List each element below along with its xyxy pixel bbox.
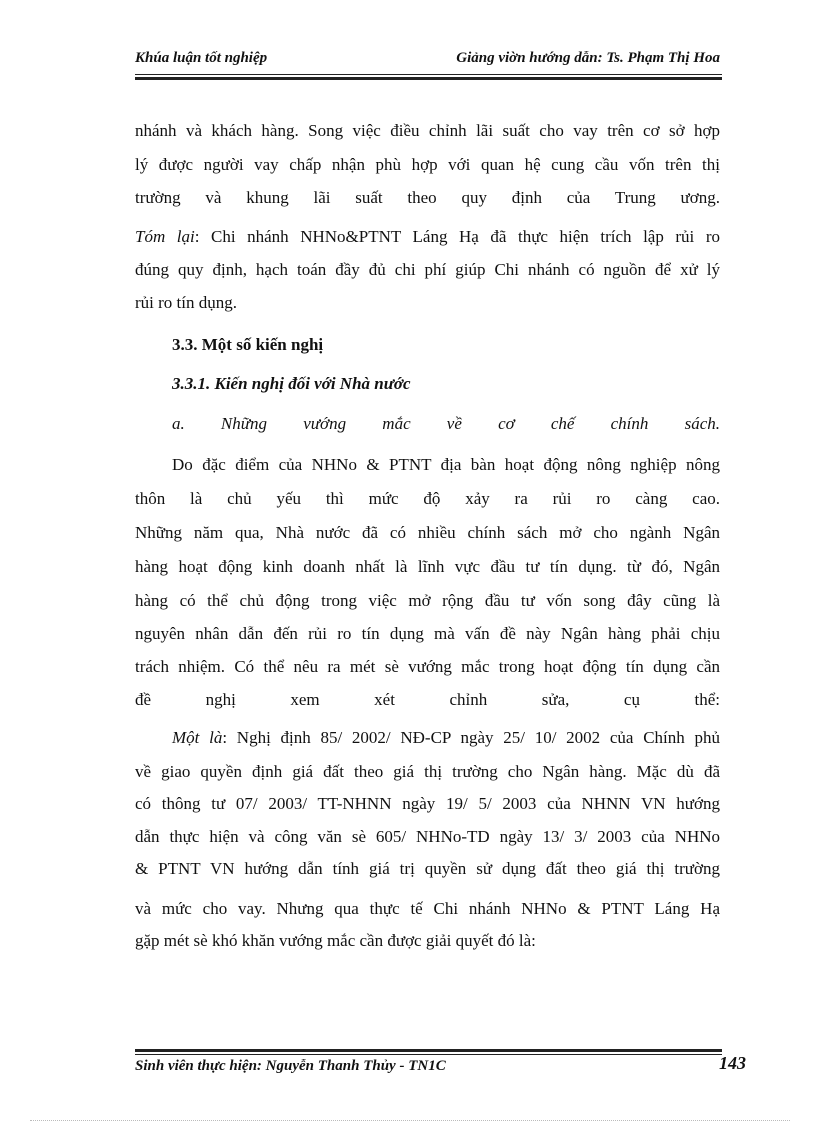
body-line: hàng có thể chủ động trong việc mở rộng đầu tư vốn song đây cũng là — [135, 591, 720, 610]
summary-text: : Chi nhánh NHNo&PTNT Láng Hạ đã thực hiện trích lập rủi ro — [194, 227, 720, 246]
page-number: 143 — [719, 1053, 746, 1073]
body-line: và mức cho vay. Nhưng qua thực tế Chi nhánh NHNo & PTNT Láng Hạ — [135, 899, 720, 918]
body-line: hàng hoạt động kinh doanh nhất là lĩnh vực đầu tư tín dụng. từ đó, Ngân — [135, 557, 720, 576]
body-line: & PTNT VN hướng dẫn tính giá trị quyền sử dụng đất theo giá thị trường — [135, 859, 720, 878]
footer-rule-thin — [135, 1054, 722, 1055]
header-rule-thick — [135, 77, 722, 80]
body-line — [172, 726, 720, 750]
body-line — [135, 225, 720, 249]
footer-rule-thick — [135, 1049, 722, 1052]
summary-label: Tóm lại — [135, 227, 195, 246]
page-header — [135, 46, 720, 72]
point-label: Một là — [172, 728, 223, 747]
body-line: gặp mét sè khó khăn vướng mắc cần được giải quyết đó là: — [135, 931, 536, 950]
body-line: Những năm qua, Nhà nước đã có nhiều chính sách mở cho ngành Ngân — [135, 523, 720, 542]
header-rule-thin — [135, 74, 722, 75]
body-line: về giao quyền định giá đất theo giá thị trường cho Ngân hàng. Mặc dù đã — [135, 762, 720, 781]
body-line: trách nhiệm. Có thể nêu ra mét sè vướng mắc trong hoạt động tín dụng cần — [135, 657, 720, 676]
header-thesis-label: Khúa luận tốt nghiệp — [135, 50, 268, 66]
item-heading: a. Những vướng mắc về cơ chế chính sách. — [172, 414, 720, 433]
body-line: lý được người vay chấp nhận phù hợp với quan hệ cung cầu vốn trên thị — [135, 155, 720, 174]
point-text: : Nghị định 85/ 2002/ NĐ-CP ngày 25/ 10/ 2002 của Chính phủ — [222, 728, 720, 747]
footer-student: Sinh viên thực hiện: Nguyễn Thanh Thủy - TN1C — [135, 1058, 446, 1074]
body-line: trường và khung lãi suất theo quy định của Trung ương. — [135, 188, 720, 207]
body-line: có thông tư 07/ 2003/ TT-NHNN ngày 19/ 5/ 2003 của NHNN VN hướng — [135, 794, 720, 813]
subsection-heading: 3.3.1. Kiến nghị đối với Nhà nước — [172, 374, 411, 393]
body-line: Do đặc điểm của NHNo & PTNT địa bàn hoạt động nông nghiệp nông — [172, 455, 720, 474]
section-heading: 3.3. Một số kiến nghị — [172, 335, 324, 354]
body-line: nguyên nhân dẫn đến rủi ro tín dụng mà vấn đề này Ngân hàng phải chịu — [135, 624, 720, 643]
body-line: đề nghị xem xét chỉnh sửa, cụ thể: — [135, 690, 720, 709]
body-line: đúng quy định, hạch toán đầy đủ chi phí giúp Chi nhánh có nguồn để xử lý — [135, 260, 720, 279]
body-line: nhánh và khách hàng. Song việc điều chỉnh lãi suất cho vay trên cơ sở hợp — [135, 121, 720, 140]
page-edge-divider — [30, 1120, 790, 1121]
body-line: dẫn thực hiện và công văn sè 605/ NHNo-TD ngày 13/ 3/ 2003 của NHNo — [135, 827, 720, 846]
body-line: rủi ro tín dụng. — [135, 293, 237, 312]
body-line: thôn là chủ yếu thì mức độ xảy ra rủi ro càng cao. — [135, 489, 720, 508]
header-advisor: Giảng viờn hướng dẫn: Ts. Phạm Thị Hoa — [456, 50, 720, 66]
